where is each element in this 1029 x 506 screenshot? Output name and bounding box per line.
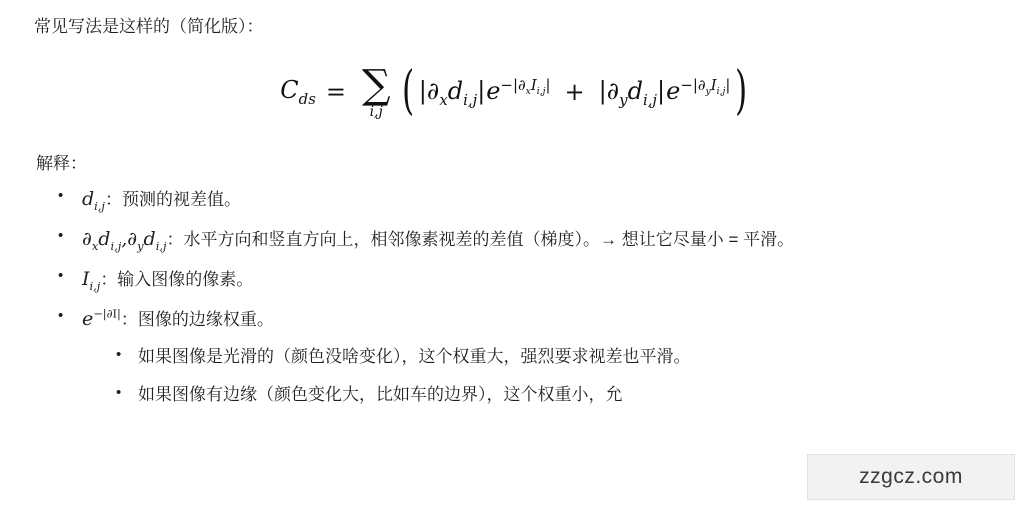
explanation-label: 解释：: [36, 153, 87, 173]
watermark-text: zzgcz.com: [859, 465, 963, 488]
list-item: [112, 381, 999, 409]
summation-symbol: ∑ i,j: [361, 61, 391, 120]
list-item-text: ：输入图像的像素。: [100, 270, 254, 290]
list-item: [52, 184, 999, 215]
list-item: [52, 264, 999, 295]
list-item-text: ：预测的视差值。: [104, 189, 241, 209]
list-item: [52, 304, 999, 408]
sub-list: [82, 343, 999, 408]
list-item-text: ：图像的边缘权重。: [120, 310, 274, 330]
formula-term-x: $|\partial_xd_{i,j}|e^{-|\partial_xI_{i,j}|}$: [418, 75, 551, 109]
list-item: [112, 343, 999, 371]
list-item: [52, 224, 999, 255]
symbol-disparity: $d_{i,j}$: [82, 187, 105, 213]
formula-lhs: $C_{ds}$: [280, 76, 316, 108]
intro-paragraph: 常见写法是这样的（简化版）：: [34, 17, 264, 36]
symbol-image-pixel: $I_{i,j}$: [82, 268, 101, 293]
formula-term-y: $|\partial_yd_{i,j}|e^{-|\partial_yI_{i,j}|}$: [598, 75, 731, 109]
formula-equals: =: [325, 78, 346, 106]
sub-list-item-text: 如果图像有边缘（颜色变化大，比如车的边界），这个权重小，允: [138, 384, 623, 404]
symbol-gradients: $\partial_xd_{i,j},\partial_yd_{i,j}$: [82, 227, 167, 253]
sub-list-item-text: 如果图像是光滑的（颜色没啥变化），这个权重大，强烈要求视差也平滑。: [138, 347, 691, 367]
symbol-edge-weight: $e^{-|\partial I|}$: [82, 306, 121, 331]
list-item-text: ：水平方向和竖直方向上，相邻像素视差的差值（梯度）。→ 想让它尽量小 = 平滑。: [166, 229, 795, 249]
formula-block: [34, 61, 999, 122]
watermark: [807, 454, 1015, 500]
close-paren: ): [735, 61, 748, 122]
explanation-list: [34, 184, 999, 409]
cost-formula: [280, 61, 752, 122]
formula-plus: +: [564, 78, 585, 106]
open-paren: (: [401, 61, 414, 122]
